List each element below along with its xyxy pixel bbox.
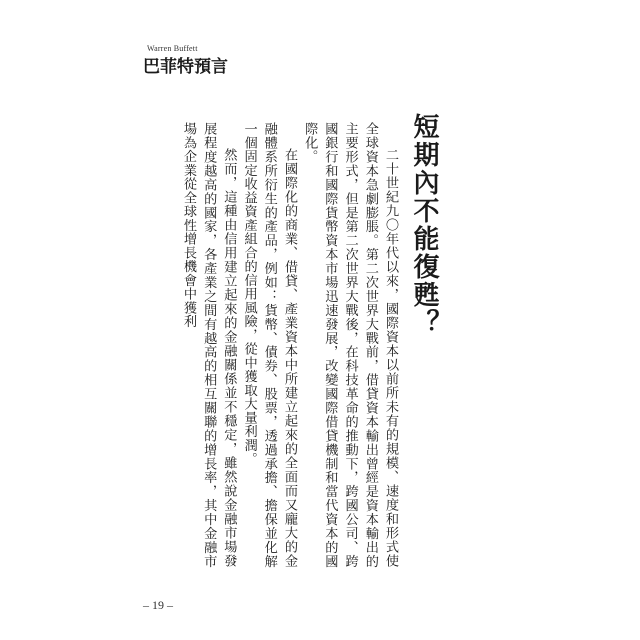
running-header	[143, 44, 228, 77]
running-header-english: Warren Buffett	[147, 44, 198, 53]
body-text	[160, 122, 400, 568]
page-number: – 19 –	[143, 598, 173, 612]
paragraph-1: 二十世紀九〇年代以來，國際資本以前所未有的規模、速度和形式使全球資本急劇膨脹。第二次世界大戰前，借貸資本輸出曾經是資本輸出的主要形式，但是第二次世界大戰後，在科技革命的推動下，跨國公司、跨國銀行和國際貨幣資本市場迅速發展，改變國際借貸機制和當代資本的國際化。	[302, 122, 398, 568]
running-header-title: 巴菲特預言	[143, 57, 228, 77]
paragraph-2: 在國際化的商業、借貸、產業資本中所建立起來的全面而又龐大的金融體系所衍生的產品，例如：貨幣、債券、股票，透過承擔、擔保並化解一個固定收益資產組合的信用風險，從中獲取大量利潤。	[241, 122, 297, 568]
chapter-title: 短期內不能復甦？	[409, 113, 439, 337]
paragraph-3: 然而，這種由信用建立起來的金融關係並不穩定，雖然說金融市場發展程度越高的國家，各產業之間有越高的相互關聯的增長率，其中金融市場為企業從全球性增長機會中獲利	[180, 122, 237, 568]
